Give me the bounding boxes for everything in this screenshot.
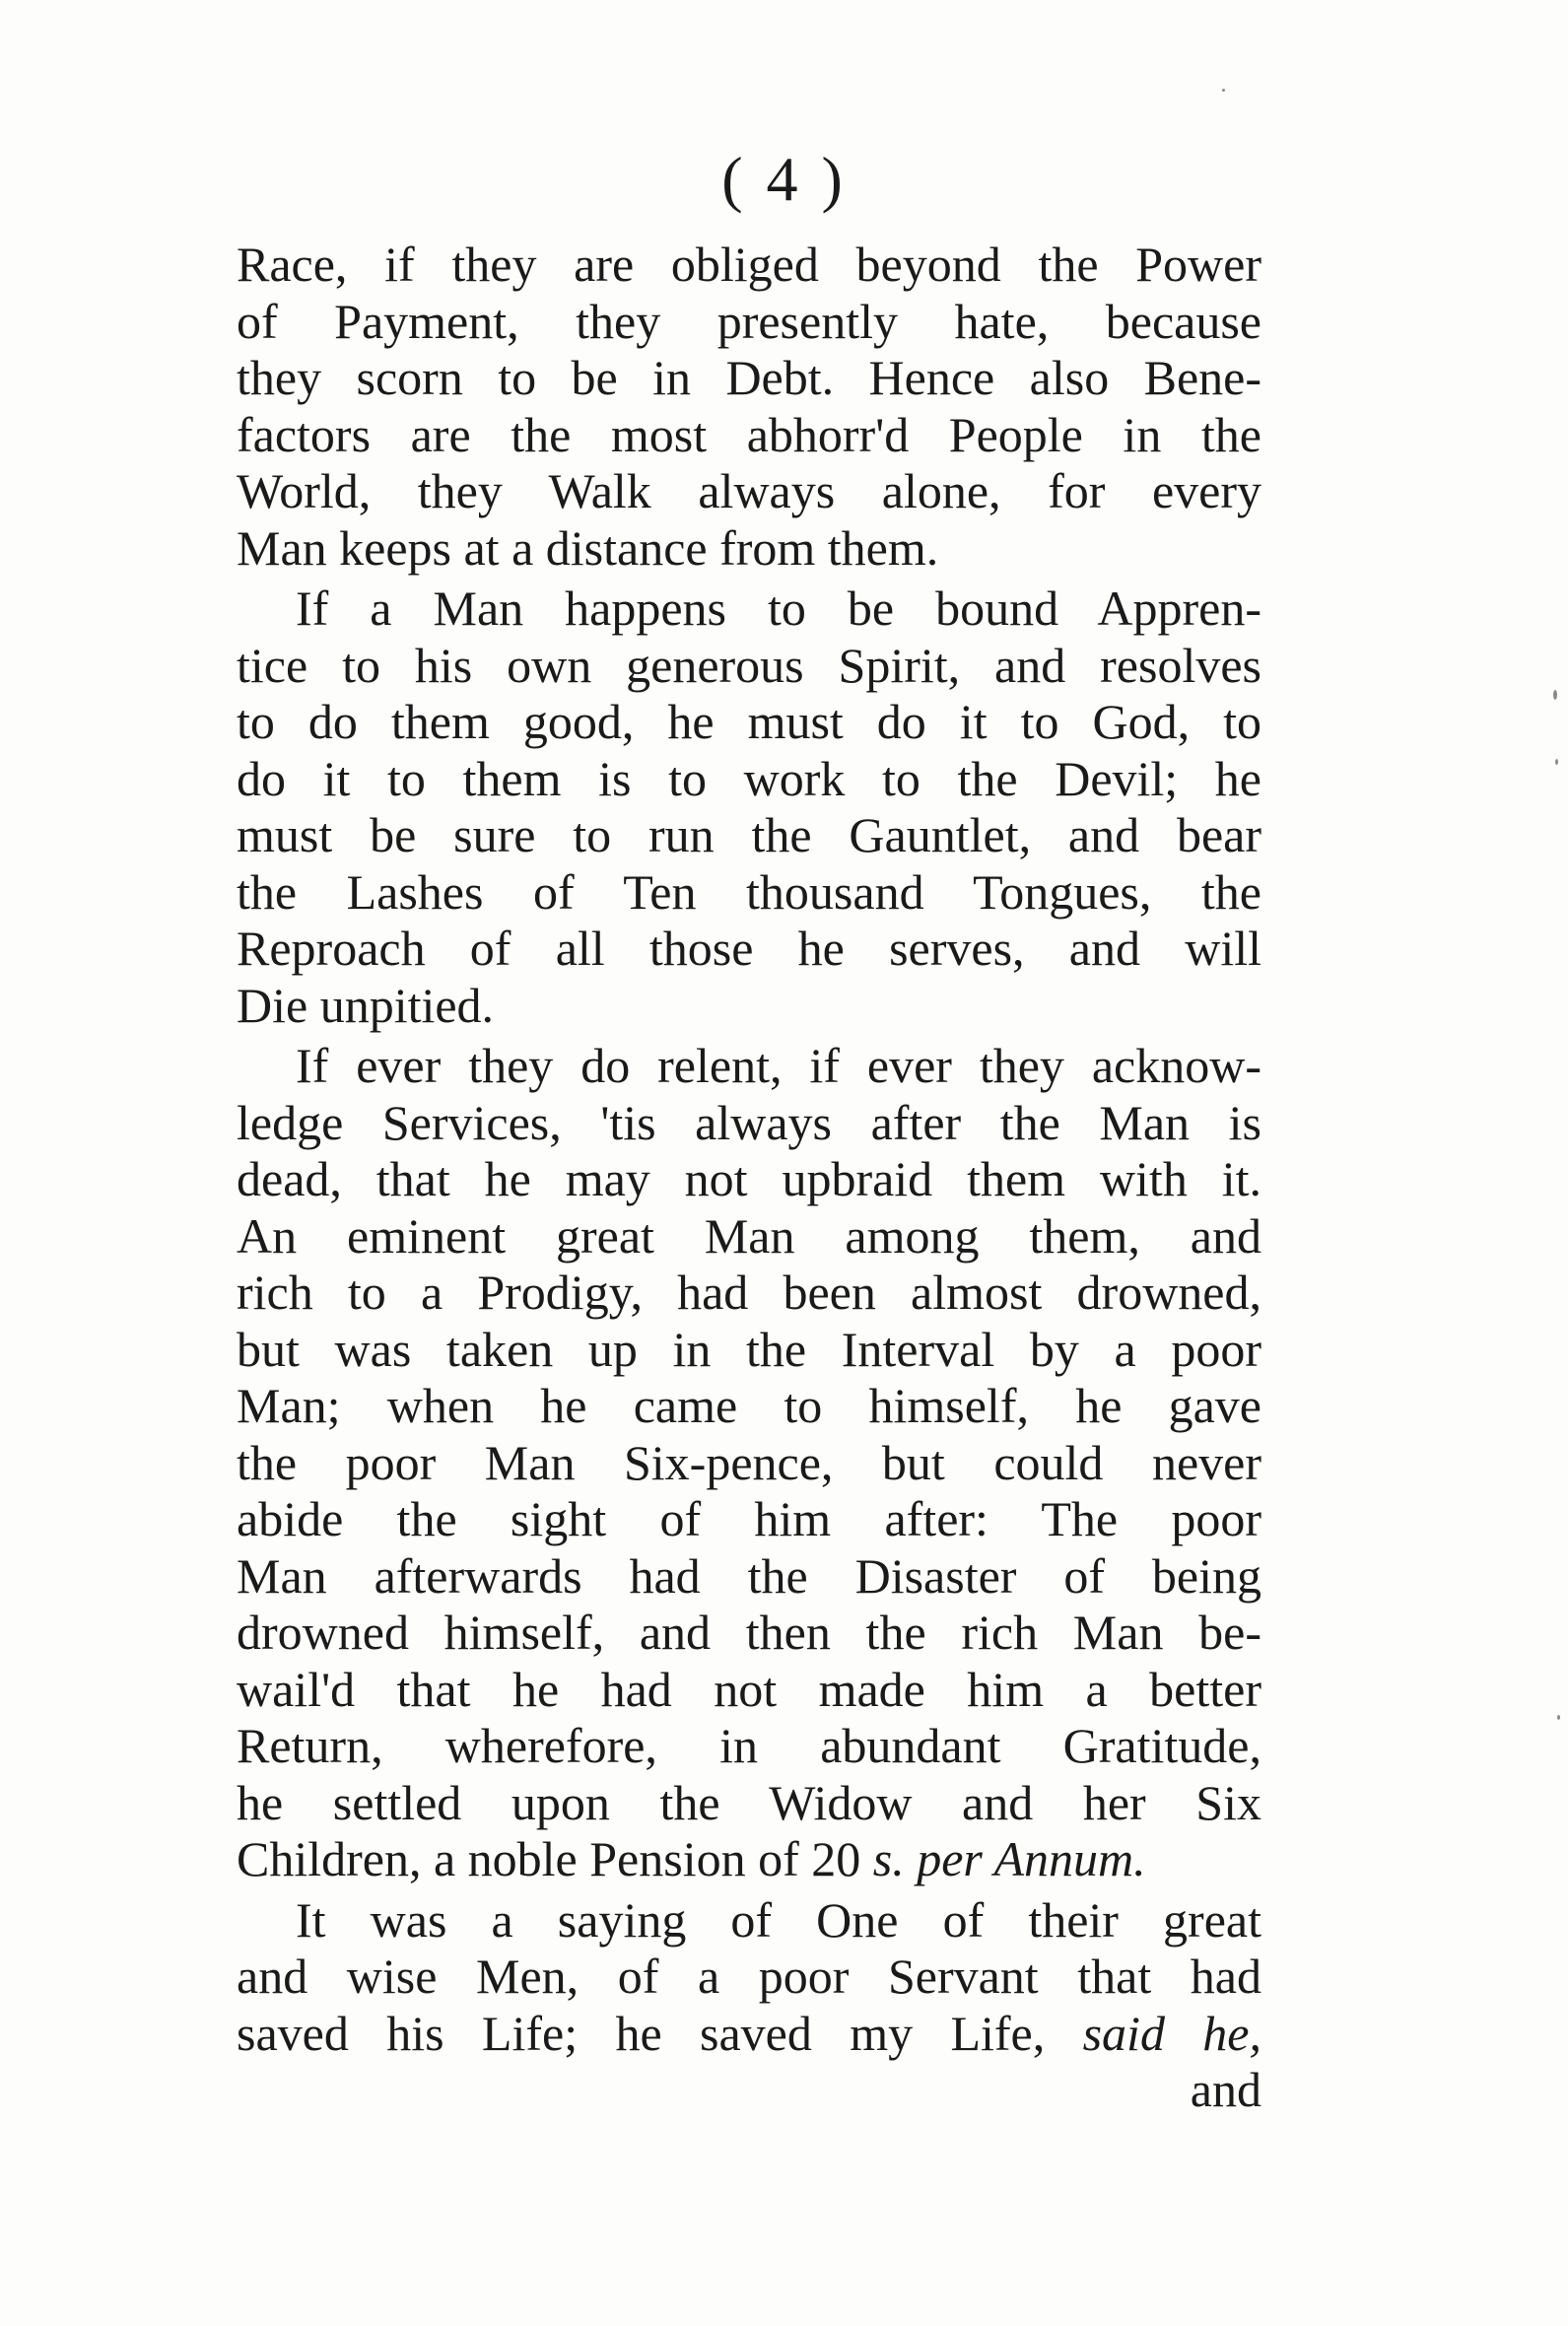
scan-speck [1222, 89, 1225, 92]
text-line: If a Man happens to be bound Appren- [296, 581, 1261, 636]
body-text [237, 237, 1261, 2119]
scan-speck [1557, 1715, 1560, 1720]
text-line: of Payment, they presently hate, because [237, 293, 1261, 349]
text-line: Race, if they are obliged beyond the Power [237, 237, 1261, 292]
text-roman: saved his Life; he saved my Life, [237, 2005, 1083, 2061]
text-line: abide the sight of him after: The poor [237, 1491, 1261, 1546]
page-number: ( 4 ) [721, 144, 847, 214]
text-line: they scorn to be in Debt. Hence also Bene- [237, 350, 1261, 405]
scan-speck [1553, 690, 1557, 700]
text-line: It was a saying of One of their great [296, 1891, 1261, 1948]
text-italic: s. per Annum. [872, 1831, 1146, 1886]
text-line: Man keeps at a distance from them. [237, 519, 939, 576]
text-roman: Children, a noble Pension of 20 [237, 1831, 873, 1886]
text-line: An eminent great Man among them, and [237, 1207, 1261, 1264]
text-line: dead, that he may not upbraid them with it. [237, 1151, 1261, 1206]
paragraph-3 [237, 1038, 1261, 1888]
text-line: but was taken up in the Interval by a poor [237, 1321, 1261, 1377]
text-line: tice to his own generous Spirit, and resolves [237, 637, 1261, 693]
text-line: factors are the most abhorr'd People in the [237, 406, 1261, 462]
text-line: Reproach of all those he serves, and will [237, 921, 1261, 976]
text-line: he settled upon the Widow and her Six [237, 1774, 1261, 1830]
text-line: Return, wherefore, in abundant Gratitude, [237, 1718, 1261, 1773]
text-line: Die unpitied. [237, 977, 495, 1033]
text-line: ledge Services, 'tis always after the Man is [237, 1094, 1261, 1150]
text-line: to do them good, he must do it to God, to [237, 694, 1261, 749]
paragraph-1 [237, 237, 1261, 577]
catchword: and [1190, 2062, 1261, 2117]
text-line: and wise Men, of a poor Servant that had [237, 1949, 1261, 2004]
text-line: the poor Man Six-pence, but could never [237, 1434, 1261, 1490]
text-line: must be sure to run the Gauntlet, and bear [237, 807, 1261, 862]
text-line: wail'd that he had not made him a better [237, 1661, 1261, 1717]
text-line: Man; when he came to himself, he gave [237, 1378, 1261, 1433]
scan-speck [1555, 759, 1558, 765]
text-line [237, 1831, 1261, 1888]
text-line: Man afterwards had the Disaster of being [237, 1547, 1261, 1604]
text-line: World, they Walk always alone, for every [237, 463, 1261, 518]
text-line: rich to a Prodigy, had been almost drowned, [237, 1265, 1261, 1320]
text-line: the Lashes of Ten thousand Tongues, the [237, 863, 1261, 920]
text-line: drowned himself, and then the rich Man be- [237, 1605, 1261, 1660]
text-line: If ever they do relent, if ever they acknow- [296, 1038, 1261, 1093]
text-line [237, 2006, 1261, 2063]
paragraph-4 [237, 1892, 1261, 2063]
text-line: do it to them is to work to the Devil; he [237, 750, 1261, 806]
paragraph-2 [237, 581, 1261, 1034]
text-italic: said he, [1082, 2005, 1261, 2061]
